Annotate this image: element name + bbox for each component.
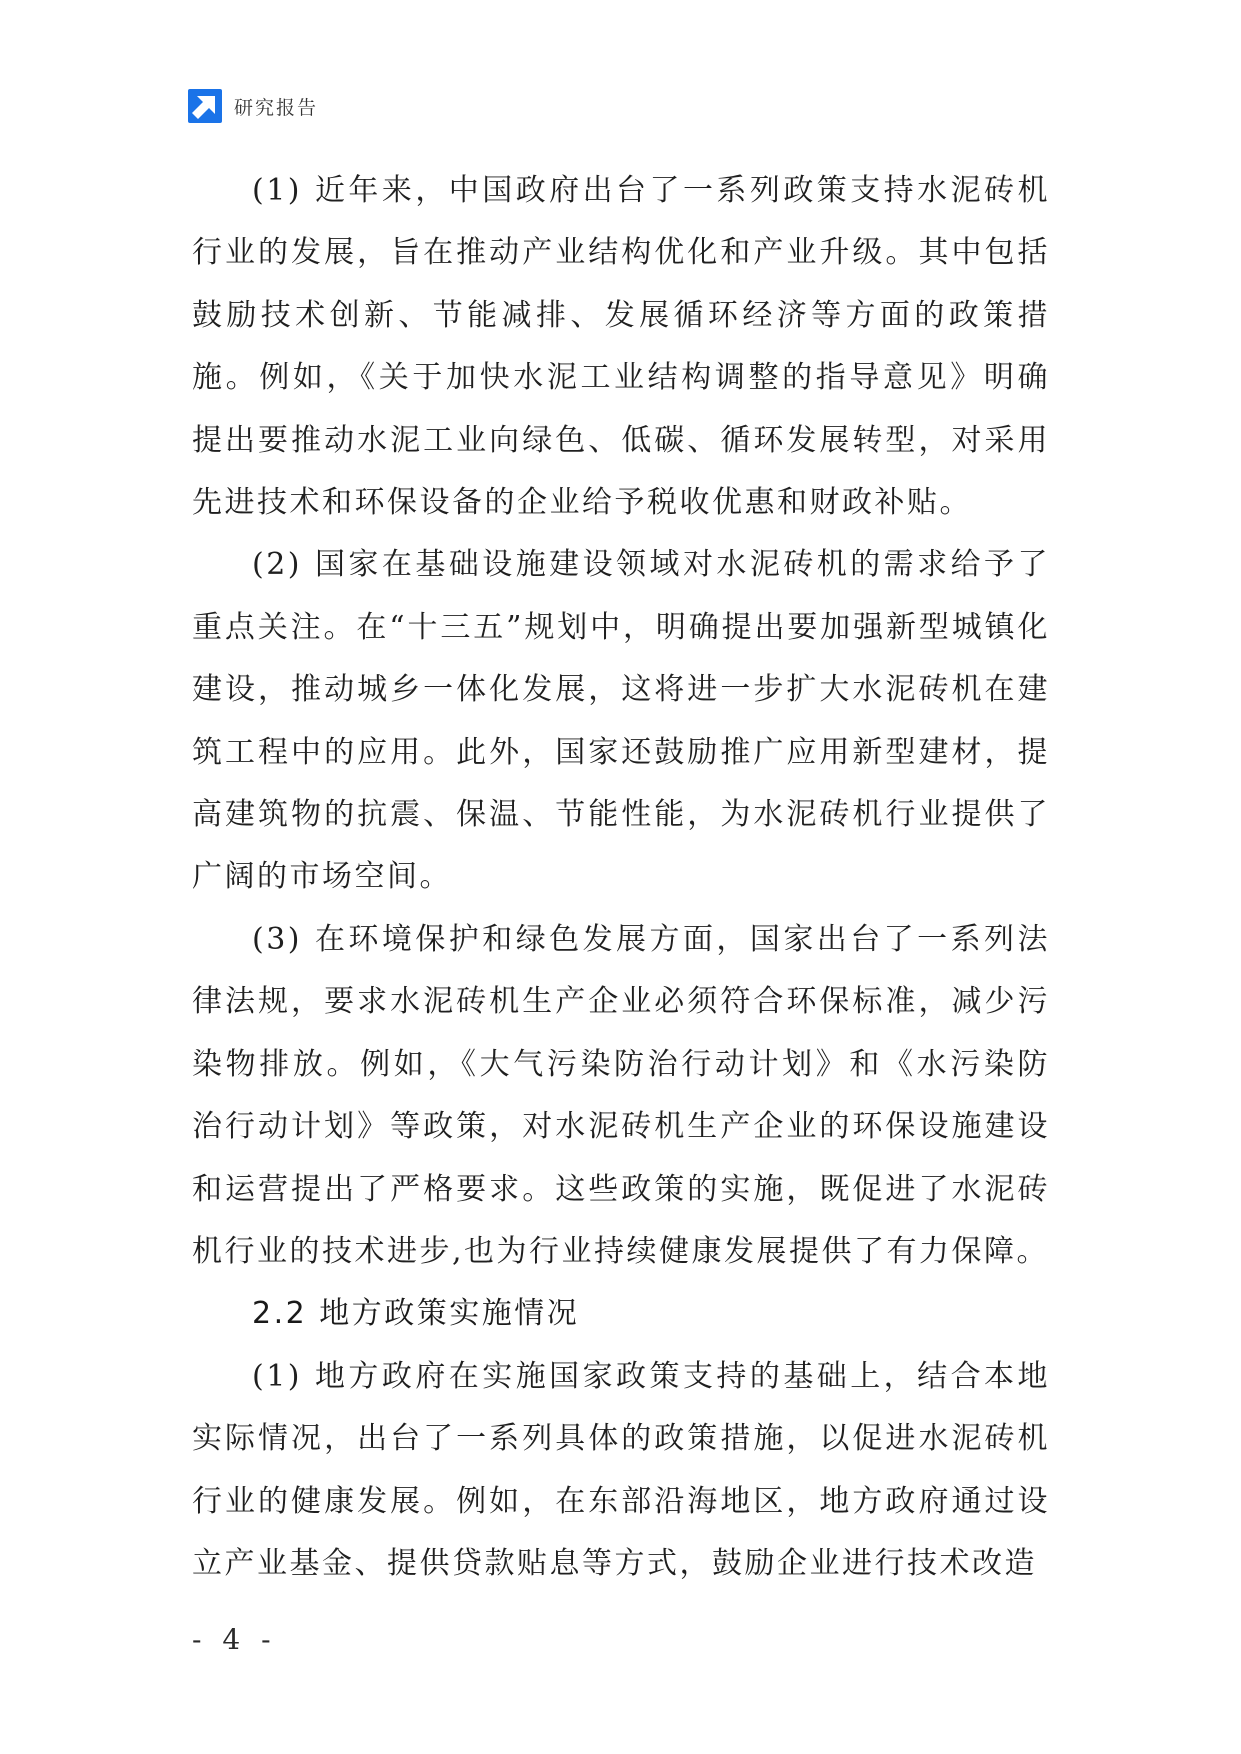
page-header	[188, 88, 318, 124]
page-number: - 4 -	[192, 1623, 277, 1656]
header-title: 研究报告	[234, 96, 319, 119]
document-body	[192, 160, 1050, 1595]
paragraph-national-policy-3: (3) 在环境保护和绿色发展方面，国家出台了一系列法律法规，要求水泥砖机生产企业必须符合环保标准，减少污染物排放。例如，《大气污染防治行动计划》和《水污染防治行动计划》等政策，对水泥砖机生产企业的环保设施建设和运营提出了严格要求。这些政策的实施，既促进了水泥砖机行业的技术进步,也为行业持续健康发展提供了有力保障。	[192, 921, 1050, 1269]
paragraph-local-policy-1: (1) 地方政府在实施国家政策支持的基础上，结合本地实际情况，出台了一系列具体的政策措施，以促进水泥砖机行业的健康发展。例如，在东部沿海地区，地方政府通过设立产业基金、提供贷款贴息等方式，鼓励企业进行技术改造	[192, 1358, 1050, 1581]
report-logo-icon	[188, 89, 222, 123]
section-heading-local-policy: 2.2 地方政策实施情况	[252, 1296, 580, 1332]
paragraph-national-policy-1: (1) 近年来，中国政府出台了一系列政策支持水泥砖机行业的发展，旨在推动产业结构优化和产业升级。其中包括鼓励技术创新、节能减排、发展循环经济等方面的政策措施。例如，《关于加快水泥工业结构调整的指导意见》明确提出要推动水泥工业向绿色、低碳、循环发展转型，对采用先进技术和环保设备的企业给予税收优惠和财政补贴。	[192, 173, 1050, 521]
paragraph-national-policy-2: (2) 国家在基础设施建设领域对水泥砖机的需求给予了重点关注。在“十三五”规划中，明确提出要加强新型城镇化建设，推动城乡一体化发展，这将进一步扩大水泥砖机在建筑工程中的应用。此外，国家还鼓励推广应用新型建材，提高建筑物的抗震、保温、节能性能，为水泥砖机行业提供了广阔的市场空间。	[192, 547, 1050, 895]
